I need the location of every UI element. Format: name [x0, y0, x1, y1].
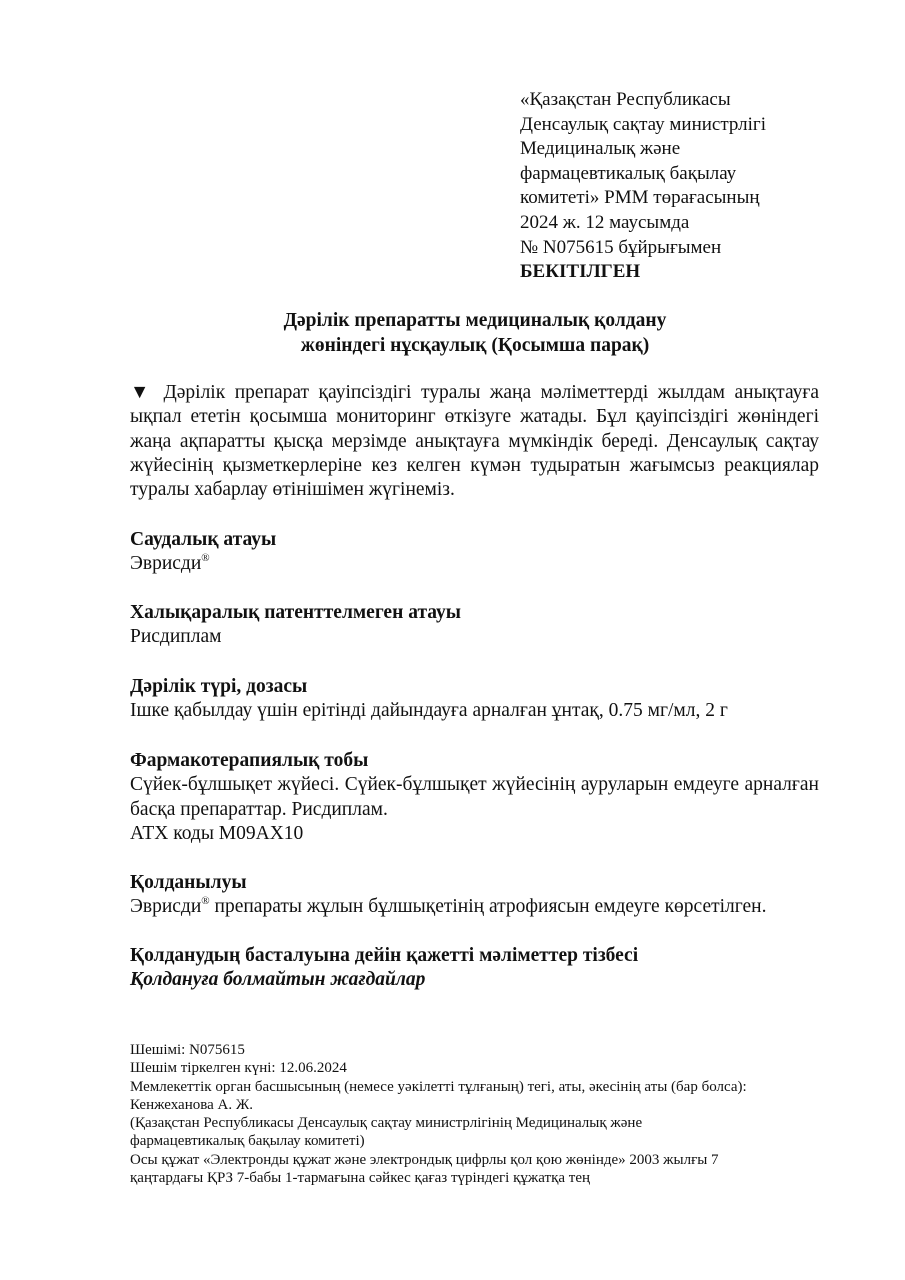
section-value: [130, 895, 819, 919]
footer-line: Осы құжат «Электронды құжат және электрондық цифрлы қол қою жөнінде» 2003 жылғы 7: [130, 1151, 719, 1168]
title-line-2: жөніндегі нұсқаулық (Қосымша парақ): [300, 334, 650, 356]
section-heading: Қолданудың басталуына дейін қажетті мәліметтер тізбесі: [130, 945, 639, 966]
approval-line: фармацевтикалық бақылау: [520, 162, 737, 184]
section-before-use: [130, 944, 819, 993]
footer-line: (Қазақстан Республикасы Денсаулық сақтау министрлігінің Медициналық және: [130, 1115, 643, 1132]
approval-line: 2024 ж. 12 маусымда: [520, 211, 690, 233]
registered-mark: ®: [201, 551, 210, 564]
section-value: [130, 552, 819, 576]
approval-line: Медициналық және: [520, 138, 681, 160]
registered-mark: ®: [201, 894, 210, 907]
footer-line: Шешім тіркелген күні: 12.06.2024: [130, 1060, 347, 1077]
section-indications: [130, 871, 819, 920]
black-triangle-icon: ▼: [130, 382, 154, 403]
footer-line: Шешімі: N075615: [130, 1042, 245, 1058]
section-form: [130, 675, 819, 724]
section-value: Сүйек-бұлшықет жүйесі. Сүйек-бұлшықет жүйесінің ауруларын емдеуге арналған басқа препараттар. Рисдиплам.: [130, 774, 819, 820]
section-inn: [130, 601, 819, 650]
section-heading: Дәрілік түрі, дозасы: [130, 676, 308, 697]
approval-line: «Қазақстан Республикасы: [520, 89, 731, 110]
footer-line: фармацевтикалық бақылау комитеті): [130, 1133, 365, 1150]
approval-line: Денсаулық сақтау министрлігі: [520, 113, 766, 135]
approval-line: № N075615 бұйрығымен: [520, 236, 722, 258]
section-heading: Саудалық атауы: [130, 529, 277, 550]
approval-block: [520, 88, 766, 285]
section-heading: Халықаралық патенттелмеген атауы: [130, 602, 461, 623]
monitoring-notice: [130, 381, 819, 502]
indication-text: препараты жұлын бұлшықетінің атрофиясын емдеуге көрсетілген.: [209, 896, 767, 918]
section-heading: Фармакотерапиялық тобы: [130, 750, 369, 771]
section-value: Рисдиплам: [130, 626, 222, 648]
trade-name: Эврисди: [130, 553, 202, 575]
document-title: [130, 309, 820, 358]
atc-code: АТХ коды M09AX10: [130, 822, 304, 844]
section-pharm-group: [130, 749, 819, 846]
footer-line: Мемлекеттік орган басшысының (немесе уәкілетті тұлғаның) тегі, аты, әкесінің аты (бар болса):: [130, 1078, 747, 1095]
approval-line: комитеті» РММ төрағасының: [520, 187, 760, 209]
approval-stamp: БЕКІТІЛГЕН: [520, 261, 641, 283]
registration-footer: [130, 1041, 830, 1187]
section-subheading: Қолдануға болмайтын жағдайлар: [130, 969, 426, 991]
trade-name: Эврисди: [130, 896, 202, 918]
monitoring-notice-text: Дәрілік препарат қауіпсіздігі туралы жаңа мәліметтерді жылдам анықтауға ықпал ететін қосымша мониторинг өткізуге жатады. Бұл қауіпсіздігі жөніндегі жаңа ақпаратты қысқа мерзімде анықтауға мүмкіндік береді. Денсаулық сақтау жүйесінің қызметкерлеріне кез келген күмән тудыратын жағымсыз реакциялар туралы хабарлау өтінішімен жүгінеміз.: [130, 382, 820, 501]
title-line-1: Дәрілік препаратты медициналық қолдану: [283, 310, 667, 331]
section-trade-name: [130, 528, 819, 577]
footer-line: Кенжеханова А. Ж.: [130, 1096, 254, 1113]
footer-line: қаңтардағы ҚРЗ 7-бабы 1-тармағына сәйкес қағаз түріндегі құжатқа тең: [130, 1170, 591, 1187]
section-heading: Қолданылуы: [130, 872, 247, 893]
section-value: Ішке қабылдау үшін ерітінді дайындауға арналған ұнтақ, 0.75 мг/мл, 2 г: [130, 700, 728, 722]
